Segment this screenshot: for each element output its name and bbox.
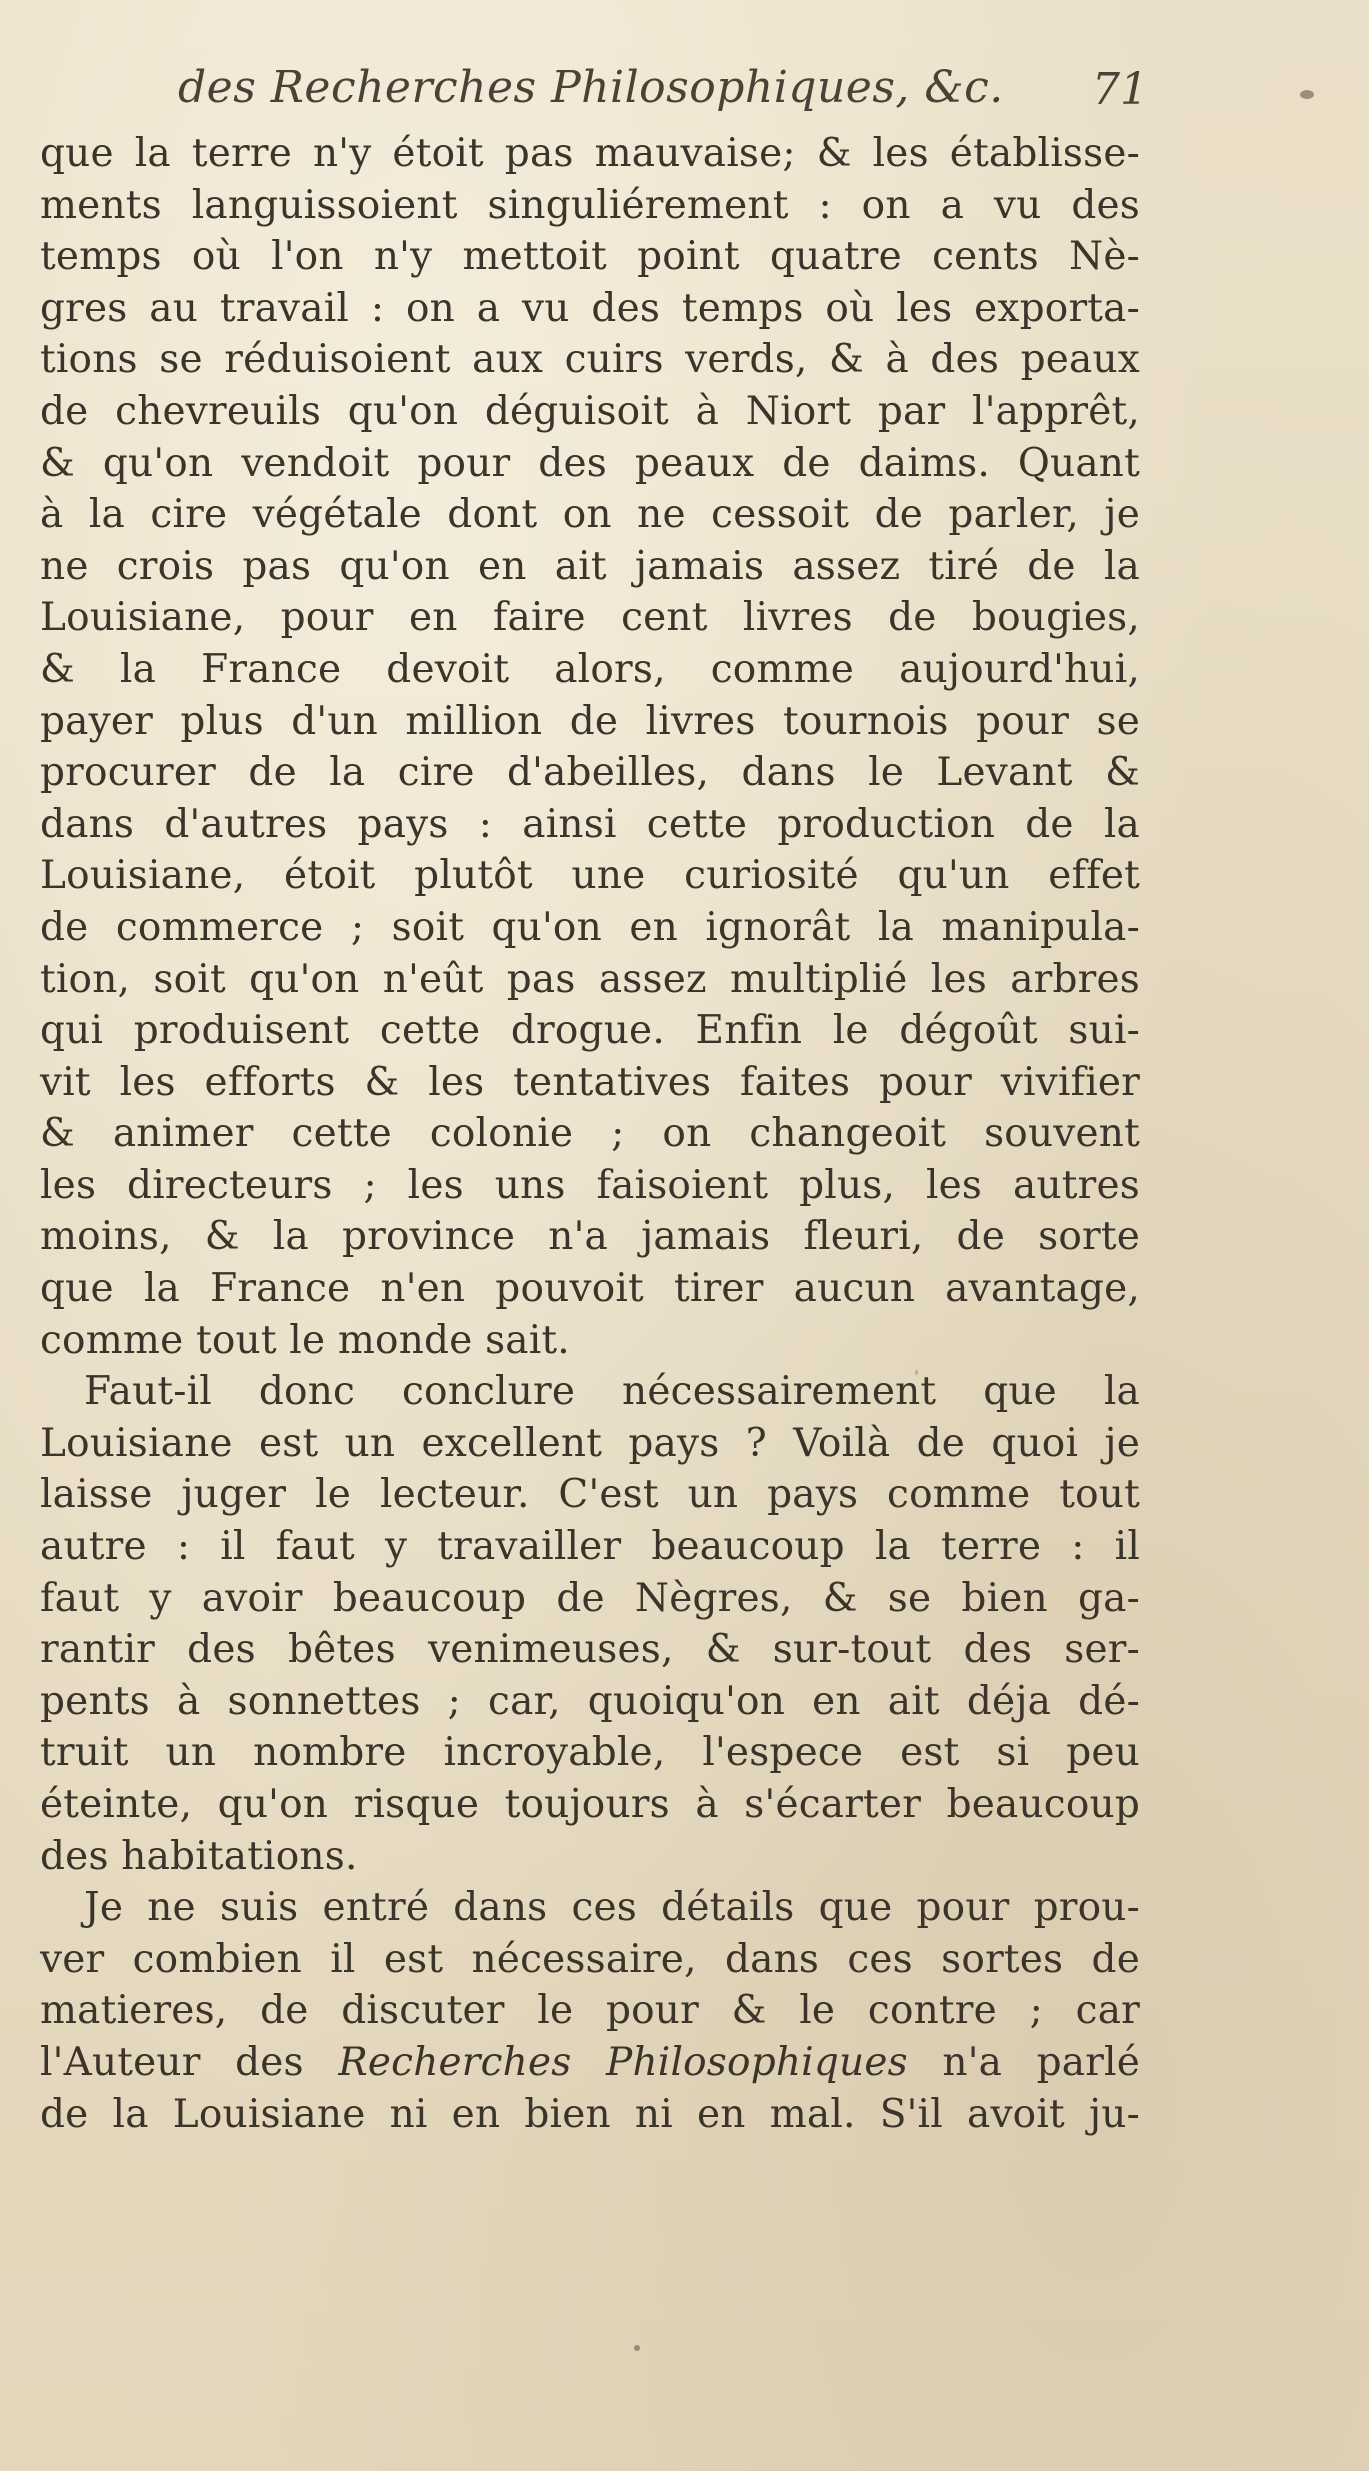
- text-line: tion, soit qu'on n'eût pas assez multiplié les arbres: [40, 956, 1140, 1002]
- text-line: temps où l'on n'y mettoit point quatre cents Nè-: [40, 234, 1140, 280]
- text-line: Louisiane, étoit plutôt une curiosité qu'un effet: [40, 853, 1140, 899]
- text-line: à la cire végétale dont on ne cessoit de parler, je: [40, 492, 1140, 538]
- paper-speck: [915, 1370, 918, 1375]
- text-line: de chevreuils qu'on déguisoit à Niort par l'apprêt,: [40, 388, 1140, 434]
- text-line: gres au travail : on a vu des temps où les exporta-: [40, 285, 1140, 331]
- text-fragment: n'a parlé: [942, 2039, 1141, 2085]
- paragraph-start-line: Faut-il donc conclure nécessairement que la: [84, 1369, 1140, 1415]
- text-line: matieres, de discuter le pour & le contre ; car: [40, 1988, 1140, 2034]
- text-line: que la France n'en pouvoit tirer aucun avantage,: [40, 1266, 1140, 1312]
- text-line: Louisiane, pour en faire cent livres de bougies,: [40, 595, 1140, 641]
- text-line: tions se réduisoient aux cuirs verds, & à des peaux: [40, 337, 1140, 383]
- text-line: comme tout le monde sait.: [40, 1317, 570, 1363]
- text-line: autre : il faut y travailler beaucoup la terre : il: [40, 1524, 1140, 1570]
- text-line: procurer de la cire d'abeilles, dans le Levant &: [40, 750, 1140, 796]
- running-title: des Recherches Philosophiques, &c.: [178, 62, 1004, 113]
- text-line: & la France devoit alors, comme aujourd'hui,: [40, 646, 1140, 692]
- text-line: moins, & la province n'a jamais fleuri, de sorte: [40, 1214, 1140, 1260]
- text-line: les directeurs ; les uns faisoient plus, les autres: [40, 1162, 1140, 1208]
- text-line: & qu'on vendoit pour des peaux de daims. Quant: [40, 440, 1140, 486]
- text-line: laisse juger le lecteur. C'est un pays comme tout: [40, 1472, 1140, 1518]
- paper-speck: [634, 2345, 640, 2351]
- text-fragment: l'Auteur des: [40, 2039, 304, 2085]
- text-line: ver combien il est nécessaire, dans ces sortes de: [40, 1936, 1140, 1982]
- page-header: [40, 62, 1330, 132]
- paper-speck: [1300, 90, 1314, 99]
- text-line: & animer cette colonie ; on changeoit souvent: [40, 1111, 1140, 1157]
- text-line: de la Louisiane ni en bien ni en mal. S'il avoit ju-: [40, 2091, 1140, 2137]
- text-line: rantir des bêtes venimeuses, & sur-tout des ser-: [40, 1627, 1140, 1673]
- text-line: dans d'autres pays : ainsi cette production de la: [40, 801, 1140, 847]
- italic-book-title: Recherches Philosophiques: [338, 2039, 908, 2085]
- text-line: éteinte, qu'on risque toujours à s'écarter beaucoup: [40, 1782, 1140, 1827]
- body-text: [40, 128, 1140, 2140]
- text-line: qui produisent cette drogue. Enfin le dégoût sui-: [40, 1008, 1140, 1054]
- text-line: ments languissoient singuliérement : on a vu des: [40, 182, 1140, 228]
- text-line: ne crois pas qu'on en ait jamais assez tiré de la: [40, 543, 1140, 589]
- text-line: faut y avoir beaucoup de Nègres, & se bien ga-: [40, 1575, 1140, 1621]
- text-line: des habitations.: [40, 1833, 358, 1879]
- text-line: pents à sonnettes ; car, quoiqu'on en ait déja dé-: [40, 1678, 1140, 1724]
- text-line: payer plus d'un million de livres tournois pour se: [40, 698, 1140, 744]
- text-line: truit un nombre incroyable, l'espece est si peu: [40, 1730, 1140, 1776]
- page-number: 71: [1092, 64, 1148, 115]
- text-line: que la terre n'y étoit pas mauvaise; & les établisse-: [40, 131, 1140, 176]
- text-line: Louisiane est un excellent pays ? Voilà de quoi je: [40, 1420, 1140, 1466]
- text-line: de commerce ; soit qu'on en ignorât la manipula-: [40, 904, 1140, 950]
- text-line-with-italic-title: [40, 2037, 1140, 2089]
- text-line: vit les efforts & les tentatives faites pour vivifier: [40, 1059, 1140, 1105]
- paragraph-start-line: Je ne suis entré dans ces détails que pour prou-: [84, 1885, 1140, 1931]
